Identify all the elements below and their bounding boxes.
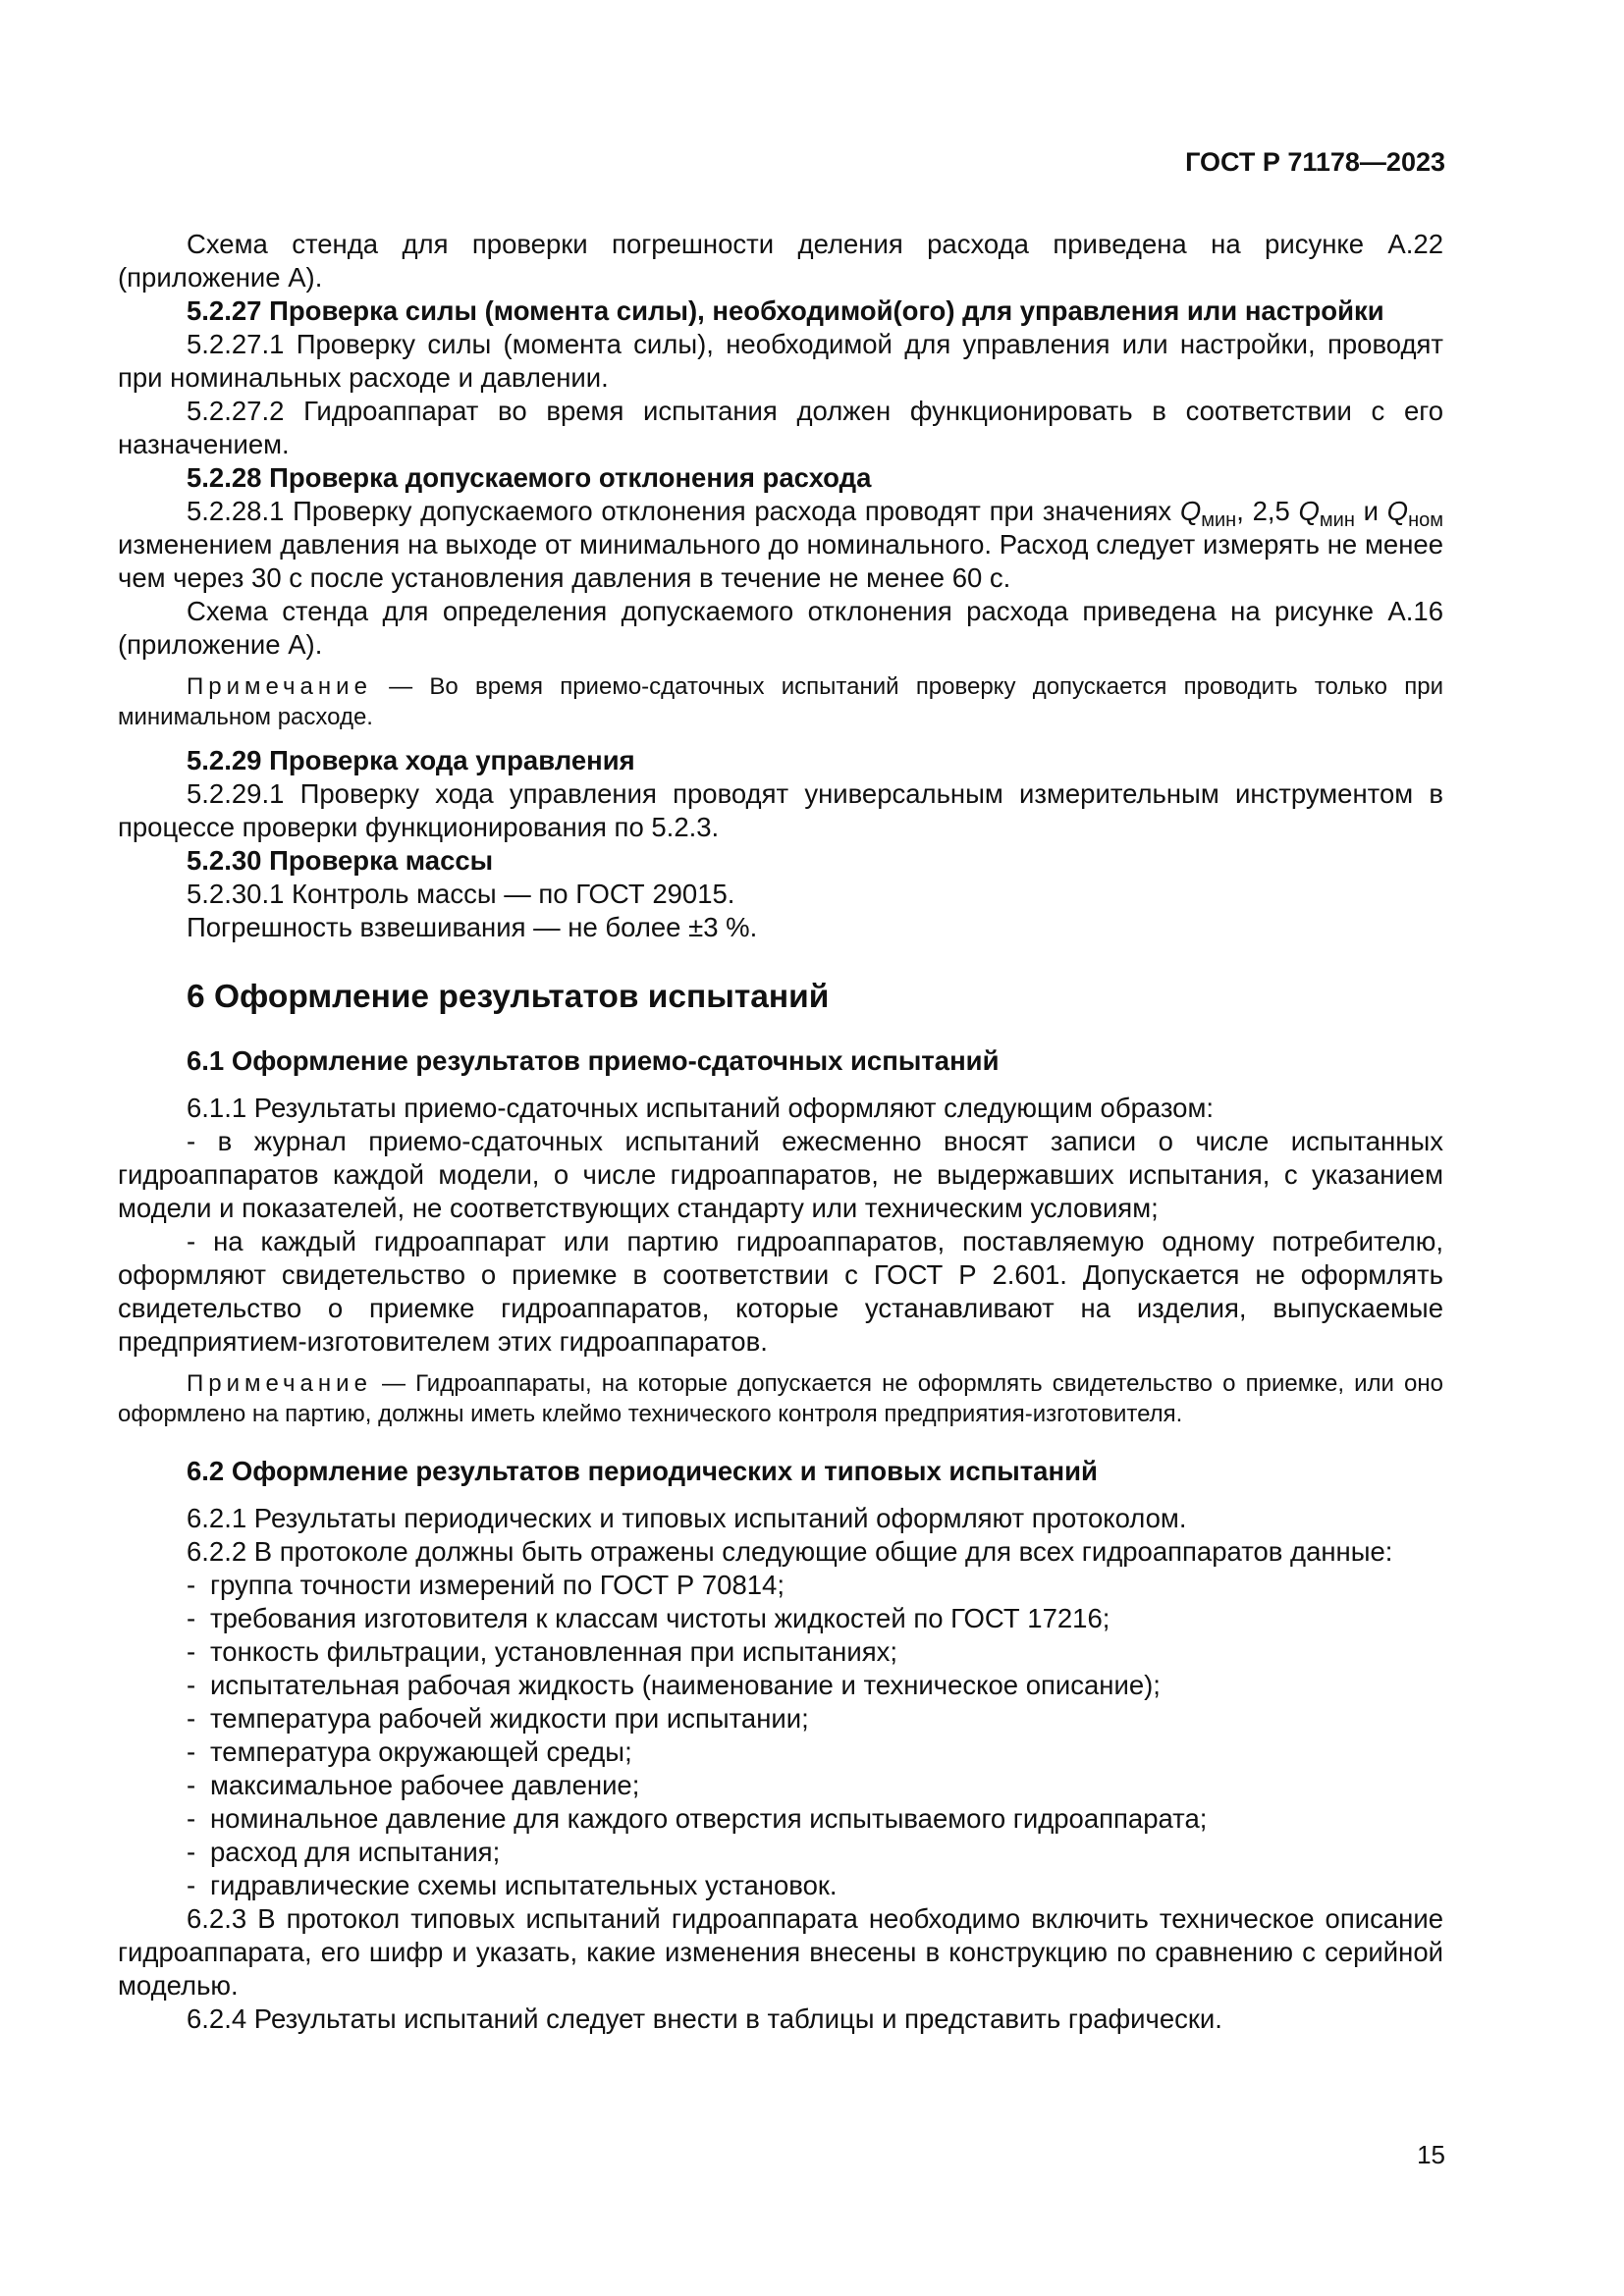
paragraph-scheme-a22: Схема стенда для проверки погрешности деления расхода приведена на рисунке А.22 (приложение А). <box>118 229 1443 293</box>
paragraph-6-2-2: 6.2.2 В протоколе должны быть отражены следующие общие для всех гидроаппаратов данные: <box>187 1536 1393 1567</box>
paragraph-5-2-29-1: 5.2.29.1 Проверку хода управления проводят универсальным измерительным инструментом в процессе проверки функционирования по 5.2.3. <box>118 778 1443 842</box>
subscript-min: мин <box>1319 509 1355 531</box>
list-dash: - <box>187 1870 196 1900</box>
list-dash: - <box>187 1837 196 1867</box>
list-item <box>118 1769 1443 1802</box>
list-dash: - <box>187 1736 196 1767</box>
paragraph-6-1-1: 6.1.1 Результаты приемо-сдаточных испытаний оформляют следующим образом: <box>187 1093 1215 1123</box>
list-dash: - <box>187 1770 196 1800</box>
list-dash: - <box>187 1636 196 1667</box>
document-body <box>118 228 1443 2036</box>
section-heading-5-2-30: 5.2.30 Проверка массы <box>187 845 494 876</box>
list-dash: - <box>187 1670 196 1700</box>
protocol-data-list <box>118 1569 1443 1902</box>
note-text: — Гидроаппараты, на которые допускается не оформлять свидетельство о приемке, или оно оформлено на партию, должны иметь клеймо технического контроля предприятия-изготовителя. <box>118 1370 1443 1427</box>
paragraph-6-1-1-journal: - в журнал приемо-сдаточных испытаний ежесменно вносят записи о числе испытанных гидроаппаратов каждой модели, о числе гидроаппаратов, не выдержавших испытания, с указанием модели и показателей, не соответствующих стандарту или техническим условиям; <box>118 1126 1443 1223</box>
text-fragment: 5.2.28.1 Проверку допускаемого отклонения расхода проводят при значениях <box>187 496 1180 526</box>
paragraph-weighing-error: Погрешность взвешивания — не более ±3 %. <box>187 912 758 942</box>
list-item <box>118 1602 1443 1635</box>
paragraph-5-2-30-1: 5.2.30.1 Контроль массы — по ГОСТ 29015. <box>187 879 735 909</box>
paragraph-5-2-27-1: 5.2.27.1 Проверку силы (момента силы), необходимой для управления или настройки, проводят при номинальных расходе и давлении. <box>118 329 1443 393</box>
symbol-q: Q <box>1298 496 1320 526</box>
list-item-text: расход для испытания; <box>210 1837 501 1867</box>
note-text: — Во время приемо-сдаточных испытаний проверку допускается проводить только при минимальном расходе. <box>118 673 1443 730</box>
list-item <box>118 1635 1443 1669</box>
section-heading-5-2-28: 5.2.28 Проверка допускаемого отклонения расхода <box>187 462 872 493</box>
list-item <box>118 1869 1443 1902</box>
list-item <box>118 1836 1443 1869</box>
list-dash: - <box>187 1703 196 1734</box>
list-item-text: гидравлические схемы испытательных установок. <box>210 1870 838 1900</box>
paragraph-6-1-1-certificate: - на каждый гидроаппарат или партию гидроаппаратов, поставляемую одному потребителю, оформляют свидетельство о приемке в соответствии с ГОСТ Р 2.601. Допускается не оформлять свидетельство о приемке гидроаппаратов, которые устанавливают на изделия, выпускаемые предприятием-изготовителем этих гидроаппаратов. <box>118 1226 1443 1357</box>
list-item <box>118 1569 1443 1602</box>
text-fragment: изменением давления на выходе от минимального до номинального. Расход следует измерять не менее чем через 30 с после установления давления в течение не менее 60 с. <box>118 529 1443 593</box>
text-fragment: и <box>1354 496 1387 526</box>
list-item-text: номинальное давление для каждого отверстия испытываемого гидроаппарата; <box>210 1803 1208 1834</box>
paragraph-5-2-28-1 <box>118 495 1443 595</box>
subscript-min: мин <box>1201 509 1237 531</box>
section-6-2-title: 6.2 Оформление результатов периодических и типовых испытаний <box>187 1456 1098 1486</box>
subscript-nom: ном <box>1408 509 1443 531</box>
list-item-text: тонкость фильтрации, установленная при испытаниях; <box>210 1636 898 1667</box>
chapter-6-title: 6 Оформление результатов испытаний <box>187 979 830 1015</box>
text-fragment: , 2,5 <box>1236 496 1299 526</box>
note-2 <box>118 1368 1443 1429</box>
section-6-1-title: 6.1 Оформление результатов приемо-сдаточных испытаний <box>187 1045 1000 1076</box>
paragraph-scheme-a16: Схема стенда для определения допускаемого отклонения расхода приведена на рисунке А.16 (приложение А). <box>118 596 1443 660</box>
paragraph-5-2-27-2: 5.2.27.2 Гидроаппарат во время испытания должен функционировать в соответствии с его назначением. <box>118 396 1443 459</box>
symbol-q: Q <box>1179 496 1202 526</box>
section-heading-5-2-27: 5.2.27 Проверка силы (момента силы), необходимой(ого) для управления или настройки <box>187 295 1384 326</box>
list-item-text: требования изготовителя к классам чистоты жидкостей по ГОСТ 17216; <box>210 1603 1110 1633</box>
paragraph-6-2-3: 6.2.3 В протокол типовых испытаний гидроаппарата необходимо включить техническое описание гидроаппарата, его шифр и указать, какие изменения внесены в конструкцию по сравнению с серийной моделью. <box>118 1903 1443 2001</box>
section-heading-5-2-29: 5.2.29 Проверка хода управления <box>187 745 635 775</box>
list-item-text: максимальное рабочее давление; <box>210 1770 640 1800</box>
paragraph-6-2-4: 6.2.4 Результаты испытаний следует внести в таблицы и представить графически. <box>187 2003 1222 2034</box>
list-item-text: температура рабочей жидкости при испытании; <box>210 1703 809 1734</box>
list-item-text: испытательная рабочая жидкость (наименование и техническое описание); <box>210 1670 1161 1700</box>
page-number: 15 <box>1417 2140 1445 2169</box>
list-dash: - <box>187 1603 196 1633</box>
list-item <box>118 1735 1443 1769</box>
list-item <box>118 1802 1443 1836</box>
paragraph-6-2-1: 6.2.1 Результаты периодических и типовых испытаний оформляют протоколом. <box>187 1503 1187 1533</box>
list-item <box>118 1669 1443 1702</box>
list-dash: - <box>187 1570 196 1600</box>
list-dash: - <box>187 1803 196 1834</box>
list-item-text: группа точности измерений по ГОСТ Р 70814; <box>210 1570 785 1600</box>
symbol-q: Q <box>1386 496 1409 526</box>
list-item <box>118 1702 1443 1735</box>
document-header-id: ГОСТ Р 71178—2023 <box>1185 147 1445 177</box>
note-label: Примечание <box>187 1370 372 1397</box>
note-1 <box>118 671 1443 732</box>
note-label: Примечание <box>187 673 372 700</box>
list-item-text: температура окружающей среды; <box>210 1736 632 1767</box>
